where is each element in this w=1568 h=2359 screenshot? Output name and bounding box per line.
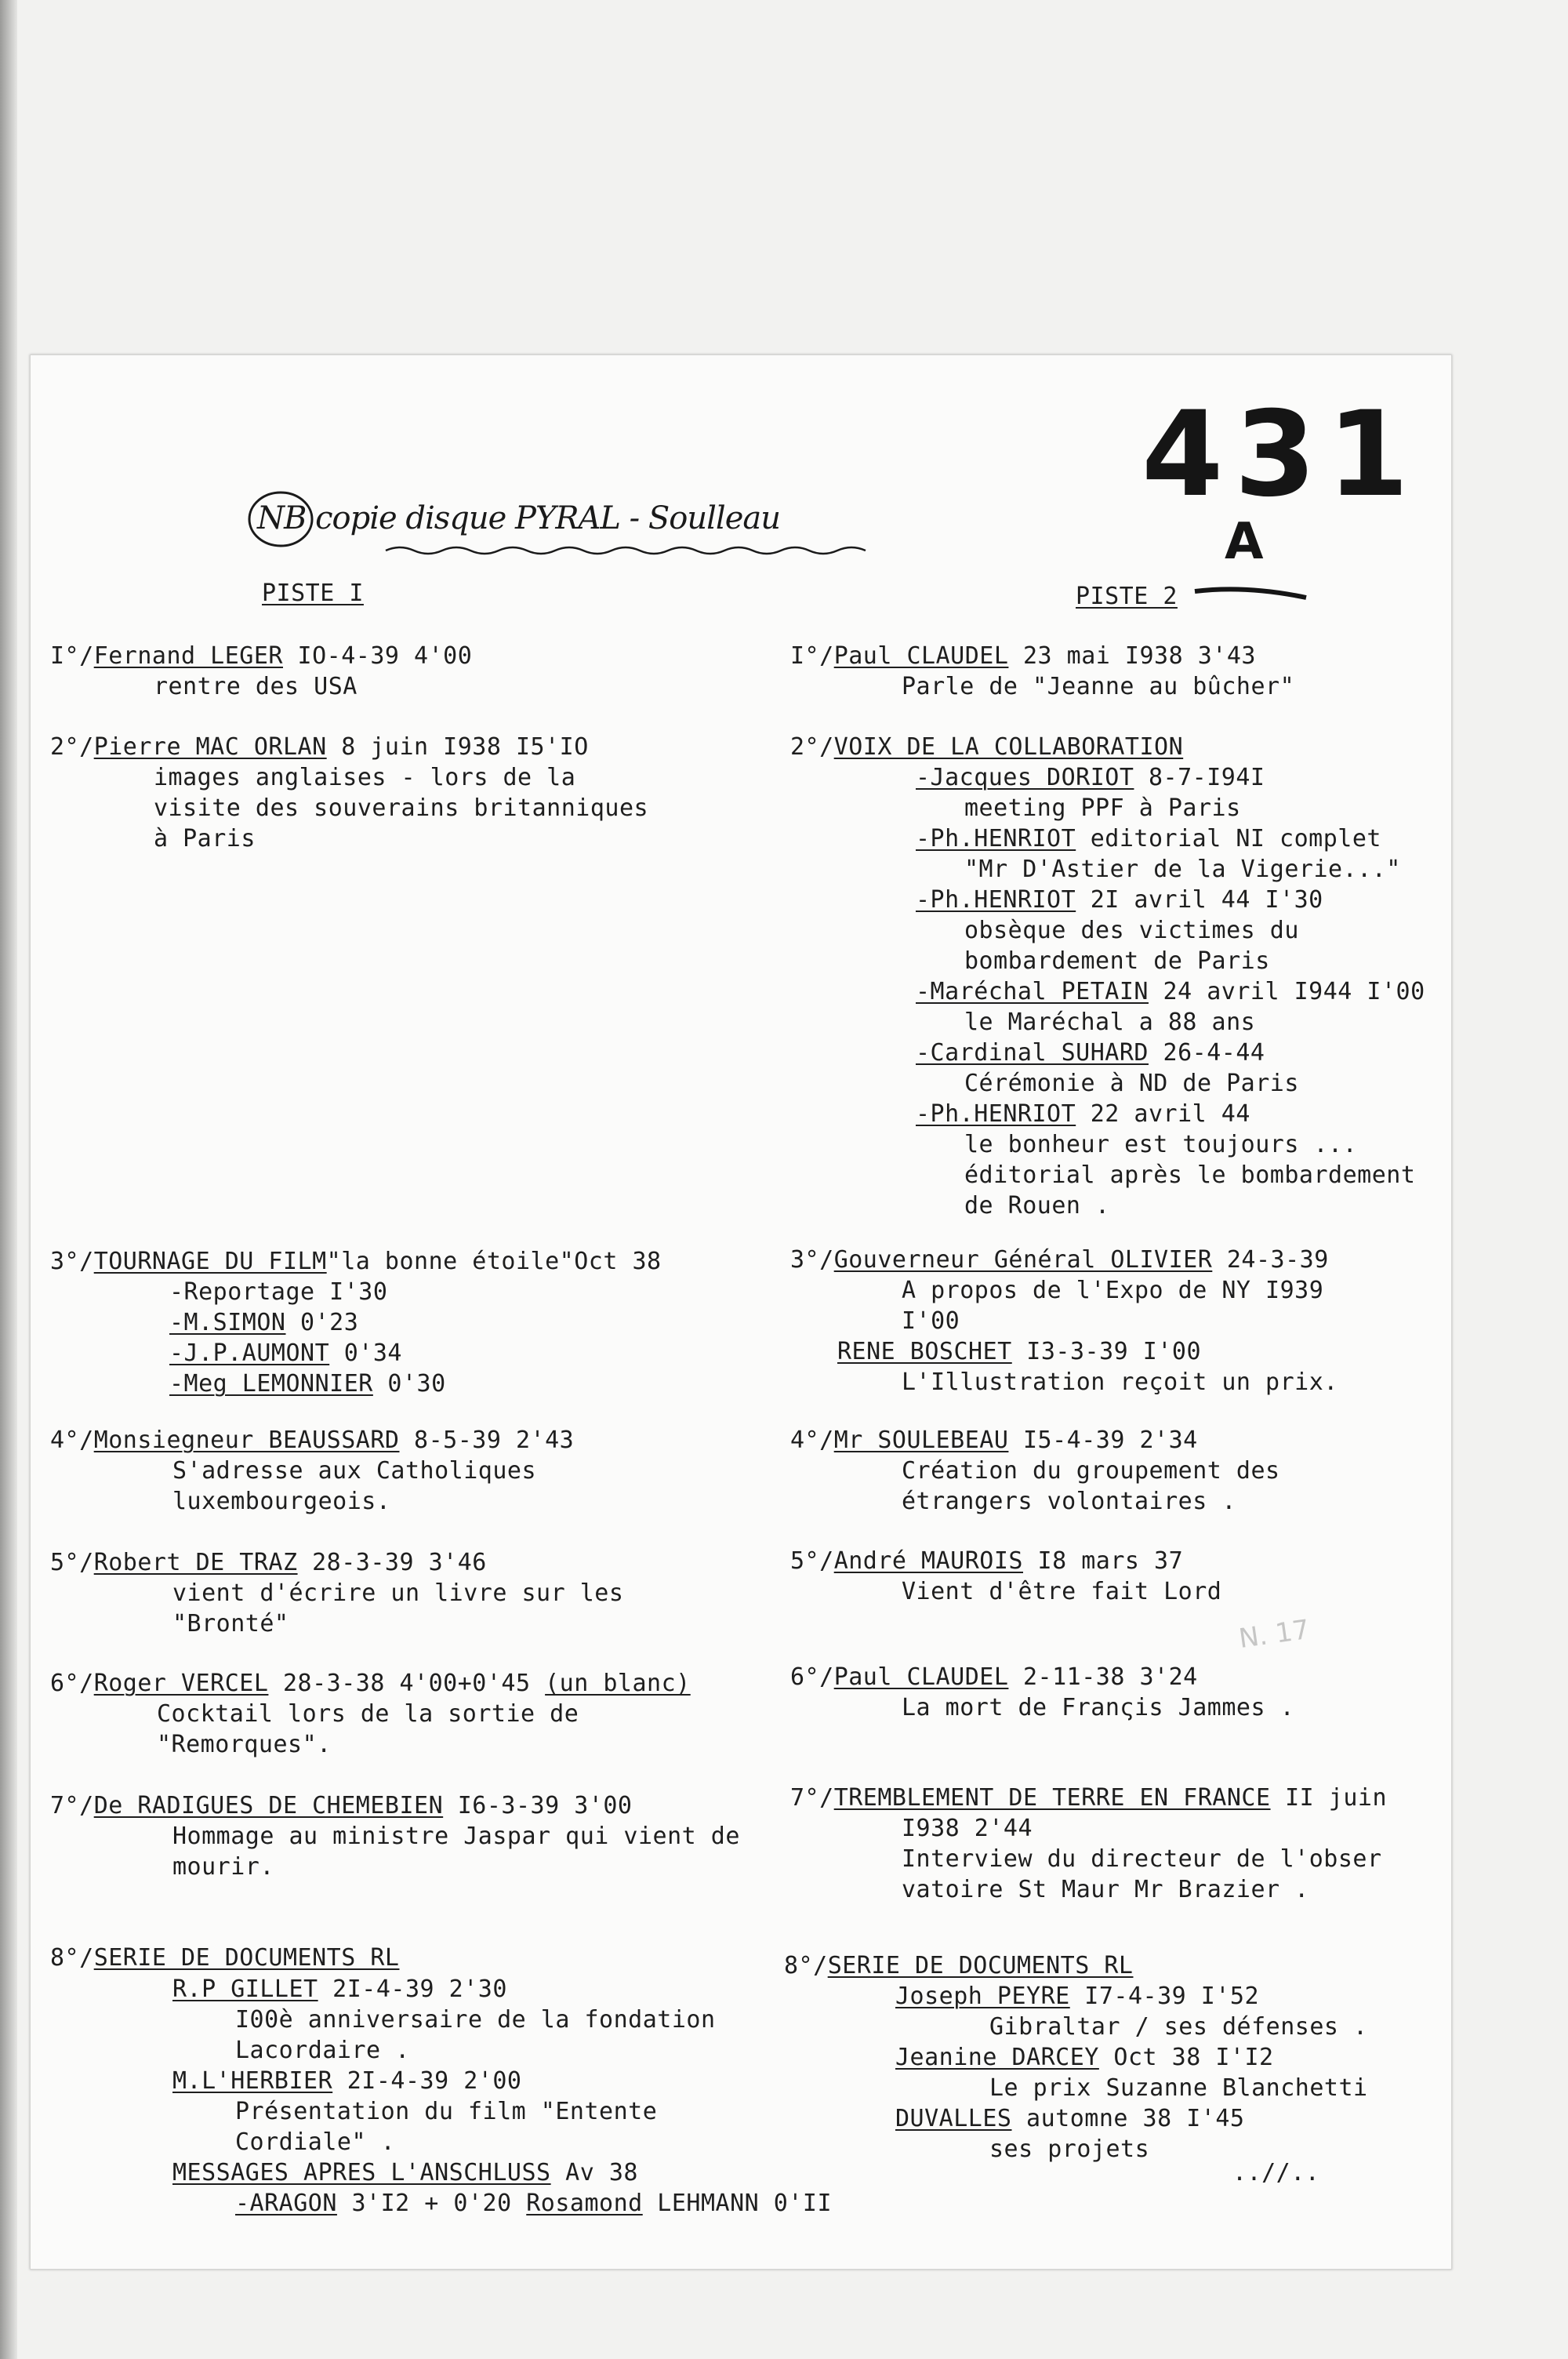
item-name: Fernand LEGER: [93, 642, 283, 670]
item-number: 8°/: [50, 1944, 94, 1972]
item-name: André MAUROIS: [833, 1547, 1023, 1575]
sub-name: Jeanine DARCEY: [895, 2044, 1099, 2071]
sub-meta: 3'I2 + 0'20: [336, 2190, 527, 2217]
item-number: 6°/: [50, 1670, 94, 1697]
item-name: SERIE DE DOCUMENTS RL: [827, 1952, 1134, 1979]
item-desc: visite des souverains britanniques: [154, 794, 649, 822]
item-meta: 28-3-38 4'00+0'45: [268, 1670, 546, 1697]
item-number: 4°/: [790, 1427, 834, 1454]
right-item-2: [790, 732, 1183, 762]
collab-sub-2: [916, 824, 1381, 854]
sub-meta: Av 38: [550, 2159, 638, 2186]
continuation-mark: ..//..: [1232, 2159, 1320, 2186]
sub-name: -Ph.HENRIOT: [916, 825, 1076, 852]
sub-name: Joseph PEYRE: [895, 1983, 1070, 2010]
sub-meta: 0'23: [285, 1309, 359, 1336]
sub-desc: Gibraltar / ses défenses .: [989, 2013, 1368, 2041]
sub-meta: Oct 38 I'I2: [1098, 2044, 1274, 2071]
sub-desc: bombardement de Paris: [964, 947, 1270, 975]
right-item-1: [790, 642, 1256, 671]
collab-sub-5: [916, 1038, 1265, 1068]
sub-name: -Reportage: [169, 1278, 315, 1306]
item-name: TREMBLEMENT DE TERRE EN FRANCE: [833, 1784, 1271, 1812]
sub-desc: obsèque des victimes du: [964, 917, 1299, 944]
item-number: I°/: [790, 642, 834, 670]
item-number: I°/: [50, 642, 94, 670]
sub-desc: Présentation du film "Entente: [235, 2098, 658, 2125]
item-desc: Interview du directeur de l'obser: [902, 1845, 1382, 1873]
item-name: VOIX DE LA COLLABORATION: [833, 733, 1184, 761]
item-number: 5°/: [50, 1549, 94, 1576]
item-name: TOURNAGE DU FILM: [93, 1248, 327, 1275]
item-name: Robert DE TRAZ: [93, 1549, 298, 1576]
item-number: 7°/: [790, 1784, 834, 1812]
binding-shadow: [0, 0, 17, 2359]
sub-meta: 8-7-I94I: [1134, 764, 1265, 791]
anschluss-line: [235, 2189, 832, 2219]
right-track-header: PISTE 2: [1076, 583, 1178, 610]
sub-desc: Cordiale" .: [235, 2128, 396, 2156]
item-desc: I'00: [902, 1307, 960, 1335]
handwritten-note: NB copie disque PYRAL - Soulleau: [257, 500, 781, 536]
handwritten-underline: [384, 543, 870, 562]
item-number: 4°/: [50, 1427, 94, 1454]
sub-name: Rosamond: [526, 2190, 643, 2217]
sub-name: M.L'HERBIER: [172, 2067, 333, 2095]
item-desc: "Bronté": [172, 1610, 289, 1637]
sub-name: -Cardinal SUHARD: [916, 1039, 1149, 1067]
left-item-4: [50, 1426, 574, 1456]
sub-meta: automne 38 I'45: [1011, 2105, 1245, 2132]
left-track-header: PISTE I: [262, 580, 364, 607]
sub-name: DUVALLES: [895, 2105, 1012, 2132]
item-name: Paul CLAUDEL: [833, 1663, 1009, 1691]
item-desc: A propos de l'Expo de NY I939: [902, 1277, 1324, 1304]
collab-sub-3: [916, 885, 1323, 915]
series-sub-1: [172, 1975, 507, 2005]
right-item-3: [790, 1245, 1329, 1275]
sub-name: -Maréchal PETAIN: [916, 978, 1149, 1005]
collab-sub-4: [916, 977, 1425, 1007]
item-name: Paul CLAUDEL: [833, 642, 1009, 670]
item-desc: étrangers volontaires .: [902, 1488, 1236, 1515]
sub-meta: I3-3-39 I'00: [1011, 1338, 1202, 1365]
series-sub-1: [895, 1982, 1259, 2012]
faint-stamp: N. 17: [1236, 1613, 1312, 1656]
sub-meta: I7-4-39 I'52: [1069, 1983, 1260, 2010]
left-item-7: [50, 1791, 632, 1821]
item-number: 2°/: [50, 733, 94, 761]
item-meta: "la bonne étoile"Oct 38: [326, 1248, 662, 1275]
sub-desc: ses projets: [989, 2135, 1150, 2163]
series-sub-2: [895, 2043, 1274, 2073]
sub-desc: L'Illustration reçoit un prix.: [902, 1369, 1338, 1396]
sub-meta: 2I-4-39 2'00: [332, 2067, 522, 2095]
sub-desc: meeting PPF à Paris: [964, 794, 1241, 822]
item-desc: Hommage au ministre Jaspar qui vient de: [172, 1823, 740, 1850]
sub-name: -J.P.AUMONT: [169, 1339, 330, 1367]
right-item-7: [790, 1783, 1387, 1813]
item-number: 5°/: [790, 1547, 834, 1575]
item-meta: I6-3-39 3'00: [443, 1792, 633, 1819]
right-item-6: [790, 1663, 1198, 1692]
collab-sub-1: [916, 763, 1265, 793]
item-meta: 8-5-39 2'43: [399, 1427, 575, 1454]
item-name: Gouverneur Général OLIVIER: [833, 1246, 1213, 1274]
left-item-6: [50, 1669, 691, 1699]
sub-desc: I00è anniversaire de la fondation: [235, 2006, 716, 2034]
item-desc: La mort de Franςis Jammes .: [902, 1694, 1295, 1721]
item-meta: 28-3-39 3'46: [297, 1549, 487, 1576]
item-desc: à Paris: [154, 825, 256, 852]
letter-underline: [1192, 580, 1309, 604]
sub-name: -Ph.HENRIOT: [916, 886, 1076, 914]
item-number: 3°/: [790, 1246, 834, 1274]
item-extra: (un blanc): [545, 1670, 691, 1697]
item-name: Monsiegneur BEAUSSARD: [93, 1427, 400, 1454]
item-desc: Vient d'être fait Lord: [902, 1578, 1222, 1605]
item-meta: 2-11-38 3'24: [1008, 1663, 1198, 1691]
sub-meta: 2I-4-39 2'30: [318, 1976, 507, 2003]
item-desc: I938 2'44: [902, 1815, 1033, 1842]
sub-name: -Ph.HENRIOT: [916, 1100, 1076, 1128]
series-sub-3: [895, 2104, 1244, 2134]
sub-meta: LEHMANN 0'II: [642, 2190, 833, 2217]
collab-sub-6: [916, 1100, 1250, 1129]
item-number: 2°/: [790, 733, 834, 761]
sub-desc: "Mr D'Astier de la Vigerie...": [964, 856, 1401, 883]
left-item-2: [50, 732, 589, 762]
film-sub-2: [169, 1308, 358, 1338]
sub-meta: 0'34: [329, 1339, 402, 1367]
item-name: De RADIGUES DE CHEMEBIEN: [93, 1792, 444, 1819]
sub-meta: 26-4-44: [1148, 1039, 1265, 1067]
sub-meta: I'30: [314, 1278, 388, 1306]
item-desc: Création du groupement des: [902, 1457, 1280, 1485]
item-meta: 23 mai I938 3'43: [1008, 642, 1256, 670]
document-number: 431: [1142, 387, 1421, 523]
sub-desc: Cérémonie à ND de Paris: [964, 1070, 1299, 1097]
item-desc: vient d'écrire un livre sur les: [172, 1579, 624, 1607]
film-sub-4: [169, 1369, 446, 1399]
item-desc: vatoire St Maur Mr Brazier .: [902, 1876, 1309, 1903]
item-desc: S'adresse aux Catholiques: [172, 1457, 537, 1485]
sub-meta: 24 avril I944 I'00: [1148, 978, 1425, 1005]
series-sub-2: [172, 2066, 522, 2096]
item-desc: Parle de "Jeanne au bûcher": [902, 673, 1295, 700]
right-item-4: [790, 1426, 1198, 1456]
item-name: Roger VERCEL: [93, 1670, 269, 1697]
left-item-1: [50, 642, 472, 671]
sub-name: R.P GILLET: [172, 1976, 318, 2003]
right-item-5: [790, 1547, 1183, 1576]
sub-meta: 2I avril 44 I'30: [1076, 886, 1323, 914]
sub-name: -Meg LEMONNIER: [169, 1370, 373, 1398]
item-name: Mr SOULEBEAU: [833, 1427, 1009, 1454]
item-meta: I5-4-39 2'34: [1008, 1427, 1198, 1454]
item-meta: 8 juin I938 I5'IO: [326, 733, 589, 761]
item-number: 6°/: [790, 1663, 834, 1691]
sub-name: RENE BOSCHET: [837, 1338, 1012, 1365]
item-desc: "Remorques".: [157, 1731, 332, 1758]
item-meta: I8 mars 37: [1023, 1547, 1184, 1575]
item-desc: Cocktail lors de la sortie de: [157, 1700, 579, 1728]
item-number: 7°/: [50, 1792, 94, 1819]
item-meta: II juin: [1270, 1784, 1388, 1812]
film-sub-1: [169, 1278, 387, 1307]
sub-name: -Jacques DORIOT: [916, 764, 1134, 791]
left-item-8: [50, 1943, 399, 1973]
film-sub-3: [169, 1339, 402, 1369]
item-desc: images anglaises - lors de la: [154, 764, 576, 791]
sub-meta: editorial NI complet: [1076, 825, 1381, 852]
item-number: 3°/: [50, 1248, 94, 1275]
sub-meta: 0'30: [372, 1370, 446, 1398]
item-desc: mourir.: [172, 1853, 274, 1881]
sub-desc: Lacordaire .: [235, 2037, 410, 2064]
sub-desc: éditorial après le bombardement: [964, 1161, 1416, 1189]
sub-name: -ARAGON: [235, 2190, 337, 2217]
item-number: 8°/: [784, 1952, 828, 1979]
right-item-8: [784, 1951, 1133, 1981]
item-meta: IO-4-39 4'00: [283, 642, 473, 670]
sub-desc: le Maréchal a 88 ans: [964, 1009, 1256, 1036]
sub-meta: 22 avril 44: [1076, 1100, 1250, 1128]
item-meta: 24-3-39: [1212, 1246, 1329, 1274]
sub-name: MESSAGES APRES L'ANSCHLUSS: [172, 2159, 551, 2186]
sub-desc: de Rouen .: [964, 1192, 1110, 1219]
boschet-line: [837, 1337, 1201, 1367]
sub-desc: le bonheur est toujours ...: [964, 1131, 1358, 1158]
item-name: Pierre MAC ORLAN: [93, 733, 327, 761]
item-desc: rentre des USA: [154, 673, 358, 700]
sub-name: -M.SIMON: [169, 1309, 286, 1336]
sub-desc: Le prix Suzanne Blanchetti: [989, 2074, 1368, 2102]
left-item-5: [50, 1548, 487, 1578]
document-letter: A: [1225, 513, 1264, 571]
item-name: SERIE DE DOCUMENTS RL: [93, 1944, 400, 1972]
item-desc: luxembourgeois.: [172, 1488, 391, 1515]
series-sub-3: [172, 2158, 638, 2188]
left-item-3: [50, 1247, 662, 1277]
